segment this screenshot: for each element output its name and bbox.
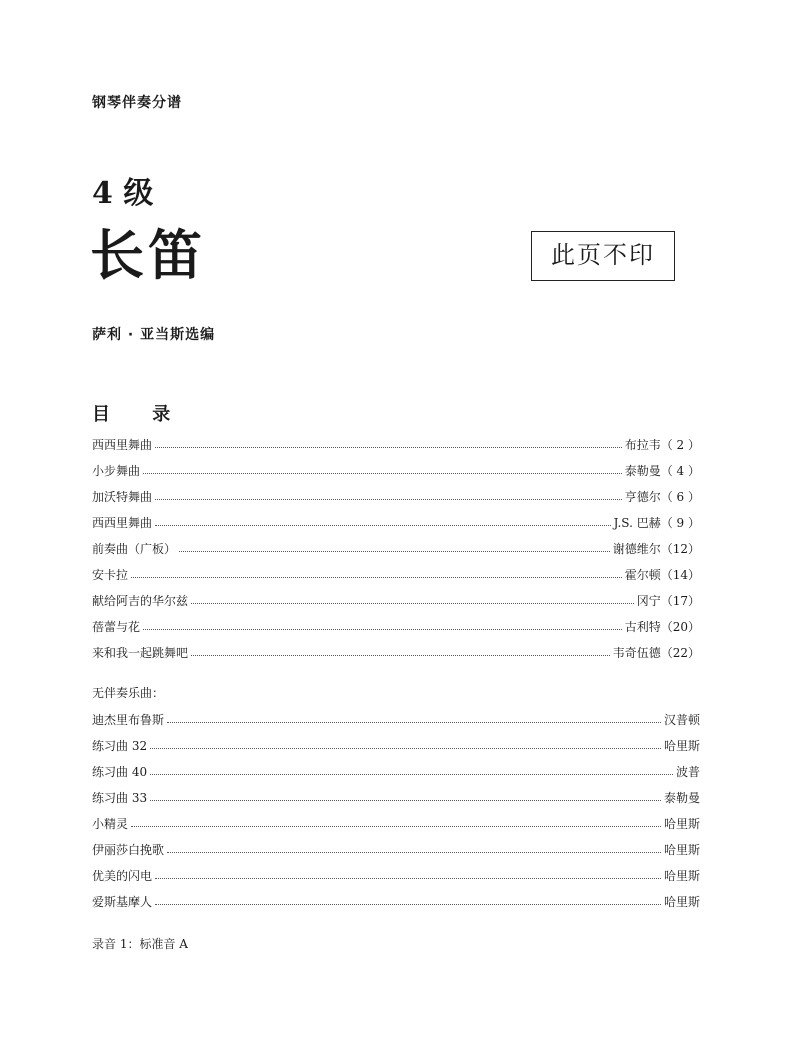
toc-entry [92, 463, 700, 479]
entry-title: 迪杰里布鲁斯 [92, 713, 165, 727]
entry-composer: 哈里斯 [663, 817, 700, 831]
entry-title: 来和我一起跳舞吧 [92, 646, 189, 660]
dot-leader [179, 540, 610, 552]
entry-composer: 泰勒曼 [663, 791, 700, 805]
dot-leader [150, 789, 661, 801]
entry-composer: 哈里斯 [663, 739, 700, 753]
entry-title: 练习曲 33 [92, 791, 148, 805]
toc-entry [92, 567, 700, 583]
entry-title: 安卡拉 [92, 568, 129, 582]
toc-entry-unaccompanied [92, 816, 700, 832]
toc-entry [92, 645, 700, 661]
toc-entry [92, 489, 700, 505]
entry-composer: 霍尔顿（14） [624, 568, 700, 582]
entry-title: 蓓蕾与花 [92, 620, 141, 634]
entry-title: 爱斯基摩人 [92, 895, 153, 909]
entry-composer: 泰勒曼（ 4 ） [624, 464, 700, 478]
toc-entry [92, 515, 700, 531]
dot-leader [191, 592, 634, 604]
editor-credit: 萨利 · 亚当斯选编 [92, 327, 216, 343]
entry-composer: 哈里斯 [663, 843, 700, 857]
entry-title: 前奏曲（广板） [92, 542, 177, 556]
entry-composer: J.S. 巴赫（ 9 ） [613, 516, 700, 530]
dot-leader [155, 514, 611, 526]
entry-composer: 亨德尔（ 6 ） [624, 490, 700, 504]
toc-entry-unaccompanied [92, 868, 700, 884]
toc-heading: 目 录 [92, 404, 189, 425]
dot-leader [143, 462, 622, 474]
toc-entry-unaccompanied [92, 738, 700, 754]
entry-title: 练习曲 40 [92, 765, 148, 779]
entry-title: 西西里舞曲 [92, 516, 153, 530]
dot-leader [167, 841, 661, 853]
toc-entry-unaccompanied [92, 712, 700, 728]
toc-entry [92, 619, 700, 635]
dot-leader [155, 867, 661, 879]
dot-leader [150, 763, 673, 775]
entry-title: 献给阿吉的华尔兹 [92, 594, 189, 608]
recording-note: 录音 1：标准音 A [92, 937, 188, 951]
series-title: 钢琴伴奏分谱 [92, 95, 182, 111]
toc-entry [92, 593, 700, 609]
toc-entry-unaccompanied [92, 790, 700, 806]
dot-leader [155, 436, 622, 448]
toc-entry [92, 437, 700, 453]
entry-composer: 哈里斯 [663, 869, 700, 883]
no-print-stamp: 此页不印 [531, 231, 675, 281]
entry-title: 优美的闪电 [92, 869, 153, 883]
dot-leader [131, 566, 622, 578]
dot-leader [155, 893, 661, 905]
toc-entry-unaccompanied [92, 894, 700, 910]
unaccompanied-label: 无伴奏乐曲： [92, 686, 165, 700]
dot-leader [191, 644, 610, 656]
entry-title: 小精灵 [92, 817, 129, 831]
entry-title: 小步舞曲 [92, 464, 141, 478]
dot-leader [155, 488, 622, 500]
entry-title: 练习曲 32 [92, 739, 148, 753]
entry-composer: 波普 [675, 765, 700, 779]
entry-composer: 哈里斯 [663, 895, 700, 909]
entry-composer: 布拉韦（ 2 ） [624, 438, 700, 452]
grade-label: 4 级 [92, 176, 154, 211]
dot-leader [143, 618, 622, 630]
entry-title: 西西里舞曲 [92, 438, 153, 452]
toc-entry [92, 541, 700, 557]
dot-leader [150, 737, 661, 749]
entry-composer: 韦奇伍德（22） [612, 646, 700, 660]
entry-composer: 汉普顿 [663, 713, 700, 727]
dot-leader [131, 815, 661, 827]
entry-composer: 古利特（20） [624, 620, 700, 634]
instrument-title: 长笛 [90, 223, 206, 287]
entry-composer: 谢德维尔（12） [612, 542, 700, 556]
toc-entry-unaccompanied [92, 764, 700, 780]
toc-entry-unaccompanied [92, 842, 700, 858]
entry-composer: 冈宁（17） [636, 594, 700, 608]
entry-title: 伊丽莎白挽歌 [92, 843, 165, 857]
entry-title: 加沃特舞曲 [92, 490, 153, 504]
dot-leader [167, 711, 661, 723]
